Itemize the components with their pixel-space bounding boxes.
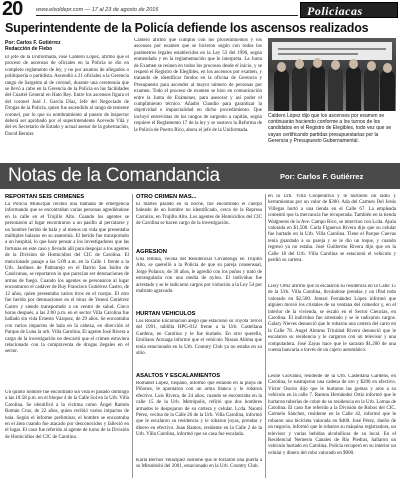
column-divider [265,194,266,478]
section-badge [300,2,398,18]
page-number: 20 [2,0,23,20]
col-c-text: en la Urb. Villa Cooperativa y le hurtaron un radio y herramientas por un valor de $300. Ada del Carmen Del Jesús Villegas hurtó a una tienda en el Calle 67. La empleada comentó que la mercancía fue recuperada. También en la tienda Walgreens de la Ave. Campo Rico, se intervino con Lcda. Ayala valorada en $1,500. Carla Figueroa Rivera dijo que su celular fue hurtado en la Urb. Villa Carolina. Tiene el Parque Cuevas tenía guardado a su pareja y se le dio un toque, y cuando regresó ya no estaba. José Guillermo Rivera dijo que en la Calle 18 del Urb. Villa Carolina se estacionó el vehículo y perdió su cartera. [268,194,396,264]
notas-author: Por: Carlos F. Gutiérrez [280,172,364,181]
backdrop-sign [272,42,392,60]
asaltos-text-2: Karla Berrios Velázquez sostiene que le forzaron una puerta a su Mitsubishi del 2001, estacionado en la Urb. Country Club. [136,458,262,470]
col-c-text-3: Leslie Giovanni, residente de la Urb. Castellana Gardens, en Carolina, le sustrajeron una cadena de oro y $200 en efectivo. Víctor Osorio dijo que le hurtaron las gomas y aros a su vehículo en la calle 7. Ramon Hernández Ortiz informó que le hurtaron tuberías de cobre de su residencia en la Urb. Lomas de Carolina. El caso fue referido a la División de Robos del CIC. Carmelo Sánchez, residente en la Calle 42, informó que le robaron una bicicleta valorada en $400. José Pérez, dueño de un negocio, informó que le robaron su máquina registradora, un televisor y varias bebidas alcohólicas de su local. En el Residencial Nemesio Canales de Río Piedras, hallaron un vehículo hurtado en Carolina. Policía recuperó en su interior un celular y dinero del robo valorado en $900. [268,374,396,456]
page-header [0,0,400,18]
heading-hurtan-vehiculos: HURTAN VEHICULOS [136,311,196,317]
crimenes-text-2: Un quinto hombre fue encontrado sin vida el pasado domingo a las 10:58 p.m. en el bloque 4 de la Calle Sol en la Urb. Villa Carolina. Se identificó a la víctima como Ángel Ramón Román Cruz, de 22 años, quien recibió varios impactos de bala. Según el informe preliminar, el hombre se encontraba en el área cuando fue atacado por desconocidos y falleció en el lugar. El caso fue referido al agente de turno de la División de Homicidios del CIC de Carolina. [5,390,129,440]
story1-column-2: Caldero afirmó que cumplió con los procedimientos y los ascensos por examen que se hicieron según con todos los parámetros legales establecidos en la Ley 53 del 1996, según enmendada y en la reglamentación que le interpreta. La Junta de Examen se reúnen en todos los procesos desde el inicio, y se respetó el Registro de Elegibles, en los ascensos por examen, y tratando de identificar fondos en la oficina de Gerencia y Presupuesto para ascender al mayor número de personas por examen. Todo el proceso de examen se hizo en comunicación entre la Junta de Exámenes, para asesorar y así poder el cumplimiento técnico. Añadió Claudio para garantizar la objetividad e imparcialidad en dicho procedimiento. Que incluyó entrevistas de los rangos de sargento a capitán, según requiere el Reglamento 17 de la ley y se sostuvo la Reforma de la Policía de Puerto Rico, ahora el jefe de la Uniformada. [134,38,262,133]
notas-band [0,163,400,189]
section-label: Policiacas [307,4,363,18]
story1-column-1: El jefe de la Uniformada, José Caldero López, afirmó que el proceso de ascensos de oficiales en la Policía se dio en completo reglamento de ley, y no por asuntos de allegados o politiquería o partidista. Ascendió a 21 oficiales a la Gerencia rango de Sargento al de coronel, durante una ceremonia que se llevó a cabo en la Gerencia de la Policía en las facilidades del Cuartel General en Hato Rey. Entre los ascensos figura el del coronel José J. García Díaz, Jefe del Negociado de Drogas de la Policía, quien fue ascendido al rango de teniente coronel, por lo que su nombramiento al puesto de inspector deberá ser aprobado por el superintendente Acevedo Vilá y del ex Secretario de Estado y actual asesor de la gobernación, David Bernier. [5,55,129,137]
photo-caption: Caldero López dijo que los ascensos por examen se continuarán haciendo conforme a los turnos de los candidatos en el Registro de Elegibles, todo vez que se vayan certificando partidas presupuestarias por la Gerencia y Presupuesto Gubernamental. [268,113,392,144]
column-divider [132,194,133,478]
heading-otro-crimen: OTRO CRIMEN MAS... [136,194,197,200]
otro-crimen-text: El martes pasado en la noche, fue encontrado el cuerpo baleado de un hombre no identificado, cerca de la Represa Carraízo, en Trujillo Alto. Los agentes de Homicidios del CIC de Carolina se hacen cargo de la investigación. [136,202,262,227]
agresion-text: Una fémina, vecina del Residencial Covadonga en Trujillo Alto, se querelló a la Policía de que su pareja consensual, Jorge Polanco, de 30 años, le agredió con los puños y trató de estrangularla con una media de nylon. El individuo fue arrestado y se le radicaron cargos por violación a la Ley 54 por maltrato agravado. [136,257,262,295]
main-headline: Superintendente de la Policía defiende los ascensos realizados [5,21,369,35]
byline [5,40,61,52]
crimenes-text: La Policía Municipal recibió una llamada de emergencia informando que se encontraban varias personas agrediéndose en la calle en el Trujillo Alto. Cuando los agentes se personaron al lugar encontraron a un pasillo al percatarse y un hombre herido de bala y al menos un vida que presentaba múltiples balazos en su anatomía. El herido fue transportado a un hospital, lo que hace pensar a los investigadores que las fortunas en este caso y llevado allí para despojar a los agentes de la División de Homicidios del CIC de Carolina. El mencionado pasaje a las 5:09 a.m. en la Calle 1 frente a la Urb. Jardines de Palmarejo en el Barrio San Isidro de Canóvanas, se reportaron lo que parecían ser detonaciones de armas de fuego. Cuando los agentes se personaron al lugar encontraron el cadáver de Ruy Francisco Gutiérrez Castro, de 12 años, quien presentaba varios tiros en el cuerpo. El otro fue herido por detonaciones en el tórax de Yeseni Gutiérrez Castro y siendo transportado a un centro de salud. Cinco horas después, a las 2:00 p.m. en el sector Villa Carolina fue hallado sin vida Ernesto Vázquez, de 29 años. Se encontraba con varios impactos de bala en la cabeza, en dirección al Parque de Luna la urb. Villa Carolina. El agente José Rivera a cargo de la investigación no descartó que el crimen estuviera relacionado con la compraventa de drogas ilegales en el sector. [5,202,129,355]
byline-role: Redacción de Fiebo [5,46,53,52]
hurtan-vehiculos-text: Los Rosario Encarnación alegó que estacionó su Toyota Tercel del 1991, tablilla HPG-012 frente a la Urb. Castellana Gardens, en Carolina y le fue hurtado. En otro querella, Emiliano Arzuaga informó que el vehículo Nissan Altima que tenía estacionado en la Urb. Country Club ya no estaba en su sitio. [136,319,262,357]
byline-name: Por: Carlos F. Gutiérrez [5,40,61,46]
site-and-date: www.elsoldepr.com — 17 al 23 de agosto de 2016 [36,7,159,13]
ceremony-photo [268,38,396,111]
col-c-text-2: Lissy Ortiz afirmó que la escalaron su residencia en la Calle 15 de la Urb. Villa Carolina, llevándose prendas y un iPad todo valorado en $2,500. Jomari Fernández López informó que alguien movió los cristales de su ventana del comedor y, en el interior de la vivienda, se escaló en el Sector Ciencias, en Carolina. El individuo fue arrestado y se le radicaron cargos. Galary Nieves denunció que le robaron una cartera del carro en la Calle 78. Angel Abrams Trinidad Rivera denunció que le escalaron su residencia y le cargaron con un televisor y una computadora. José Zayas hace que le sacaran $1,200 de una cuenta bancaria a través de un cajero automático. [268,284,396,354]
notas-title: Notas de la Comandancia [8,165,220,186]
heading-seis-crimenes: REPORTAN SEIS CRIMENES [5,194,85,200]
heading-asaltos: ASALTOS Y ESCALAMIENTOS [136,373,221,379]
asaltos-text: Romanel López, hispano, informó que estando en la playa de Piñones, le apuntaron con un arma blanca y le robaron efectivo. Luis Rivera, de 24 años, cuando se encontraba en la calle 15 de la Urb. Metrópolis, refirió que dos hombres armados le despojaron de su cartera y celular. Lcda. Naomi Pérez, vecina de la Calle 26 de la Urb. Villa Carolina, informó que le escalaron su residencia y le robaron joyas, prendas y dinero en efectivo. Juan Ramos, residente en la Calle 2 de la Urb. Villa Carolina, informó que su casa fue escalada. [136,381,262,438]
header-rule [36,15,298,16]
heading-agresion: AGRESION [136,249,167,255]
